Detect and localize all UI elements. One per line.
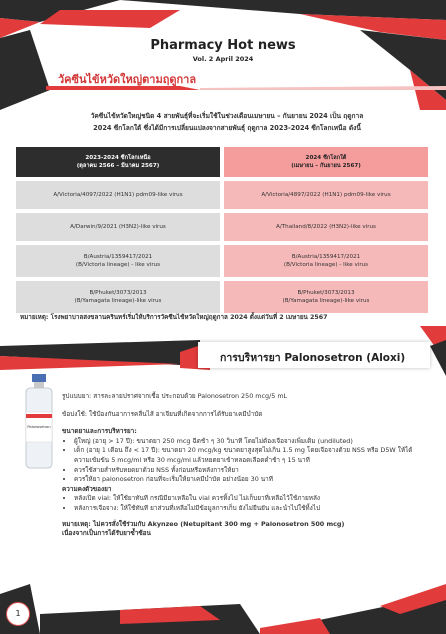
- header-north-title: 2023-2024 ซีกโลกเหนือ: [85, 155, 151, 161]
- cell-text: B/Phuket/3073/2013: [89, 290, 147, 296]
- cell-text-lineage: (B/Yamagata lineage)-like virus: [282, 298, 370, 304]
- vial-image: [18, 372, 60, 472]
- volume-label: Vol. 2 April 2024: [192, 55, 254, 63]
- dose-heading: ขนาดยาและการบริหารยา:: [62, 427, 137, 436]
- table-row: [16, 281, 428, 313]
- section2-note-line-2: เนื่องจากเป็นการได้รับยาซ้ำซ้อน: [62, 529, 151, 538]
- section2-note-line-1: หมายเหตุ: ไม่ควรสั่งใช้ร่วมกับ Akynzeo (Netupitant 300 mg + Palonosetron 500 mcg): [62, 519, 345, 528]
- list-item: • ผู้ใหญ่ (อายุ > 17 ปี): ขนาดยา 250 mcg ฉีดช้า ๆ 30 วินาที โดยไม่ต้องเจือจางเพิ่มเติม (undiluted): [74, 437, 422, 447]
- table-cell-north: [16, 245, 220, 277]
- list-item: • เด็ก (อายุ 1 เดือน ถึง < 17 ปี): ขนาดยา 20 mcg/kg ขนาดยาสูงสุดไม่เกิน 1.5 mg โดยเจือจางด้วย NSS หรือ D5W ให้ได้ความเข้มข้น 5 mcg/ml หรือ 30 mcg/ml แล้วหยดยาเข้าหลอดเลือดดำช้า ๆ 15 นาที: [74, 446, 422, 465]
- section2-body: [62, 392, 422, 539]
- dose-list: [62, 437, 422, 485]
- stability-list: [62, 494, 422, 513]
- section1-heading: วัคซีนไข้หวัดใหญ่ตามฤดูกาล: [58, 73, 197, 86]
- section1-intro: [52, 110, 402, 134]
- table-row: [16, 213, 428, 241]
- list-item: • หลังการเจือจาง: ให้ใช้ทันที ยาส่วนที่เหลือไม่มีข้อมูลการเก็บ ยังไม่ยืนยัน และนำไปใช้ทิ้งไป: [74, 504, 422, 514]
- cell-text-lineage: (B/Victoria lineage) - like virus: [283, 262, 369, 268]
- cell-text: A/Victoria/4897/2022 (H1N1) pdm09-like virus: [261, 192, 391, 198]
- cell-text: B/Phuket/3073/2013: [297, 290, 355, 296]
- newsletter-title: Pharmacy Hot news: [150, 38, 296, 53]
- table-cell-north: [16, 181, 220, 209]
- table-cell-south: [224, 245, 428, 277]
- table-cell-north: [16, 213, 220, 241]
- cell-text: A/Thailand/8/2022 (H3N2)-like virus: [276, 224, 376, 230]
- list-item: • ควรใช้สายสำหรับหยดยาด้วย NSS ทั้งก่อนหรือหลังการให้ยา: [74, 466, 422, 476]
- table-cell-south: [224, 281, 428, 313]
- table-header-row: [16, 147, 428, 177]
- header-south-title: 2024 ซีกโลกใต้: [305, 155, 347, 161]
- cell-text-lineage: (B/Yamagata lineage)-like virus: [74, 298, 162, 304]
- header-south: [224, 147, 428, 177]
- indication: ข้อบ่งใช้: ใช้ป้องกันอาการคลื่นไส้ อาเจียนที่เกิดจากการได้รับยาเคมีบำบัด: [62, 409, 263, 418]
- intro-line-2: 2024 ซีกโลกใต้ ซึ่งได้มีการเปลี่ยนแปลงจากสายพันธุ์ ฤดูกาล 2023-2024 ซีกโลกเหนือ ดังนี้: [93, 124, 361, 132]
- vaccine-strain-table: [12, 143, 432, 317]
- cell-text-lineage: (B/Victoria lineage) - like virus: [75, 262, 161, 268]
- page-number: 1: [6, 602, 30, 626]
- table-cell-south: [224, 213, 428, 241]
- stability-heading: ความคงตัวของยา: [62, 484, 112, 493]
- cell-text: A/Victoria/4097/2022 (H1N1) pdm09-like virus: [53, 192, 183, 198]
- bottom-decoration: [0, 554, 446, 634]
- section1-note: หมายเหตุ: โรงพยาบาลสงขลานครินทร์เริ่มให้บริการวัคซีนไข้หวัดใหญ่ฤดูกาล 2024 ตั้งแต่วันที่ 2 เมษายน 2567: [20, 314, 328, 321]
- table-cell-north: [16, 281, 220, 313]
- table-row: [16, 245, 428, 277]
- section2-heading: การบริหารยา Palonosetron (Aloxi): [220, 352, 406, 364]
- header-south-period: (เมษายน – กันยายน 2567): [291, 163, 361, 169]
- table-cell-south: [224, 181, 428, 209]
- cell-text: B/Austria/1359417/2021: [291, 254, 361, 260]
- header-north-period: (ตุลาคม 2566 – มีนาคม 2567): [76, 163, 160, 169]
- list-item: • ควรให้ยา palonosetron ก่อนที่จะเริ่มให้ยาเคมีบำบัด อย่างน้อย 30 นาที: [74, 475, 422, 485]
- header-north: [16, 147, 220, 177]
- list-item: • หลังเปิด vial: ให้ใช้ยาทันที กรณีมียาเหลือใน vial ควรทิ้งไป ไม่เก็บยาที่เหลือไว้ใช้ภายหลัง: [74, 494, 422, 504]
- intro-line-1: วัคซีนไข้หวัดใหญ่ชนิด 4 สายพันธุ์ที่จะเริ่มใช้ในช่วงเดือนเมษายน – กันยายน 2024 เป็น ฤดูกาล: [90, 112, 364, 120]
- cell-text: B/Austria/1359417/2021: [83, 254, 153, 260]
- table-row: [16, 181, 428, 209]
- vial-label: Palonosetron: [27, 425, 51, 429]
- dosage-form: รูปแบบยา: สารละลายปราศจากเชื้อ ประกอบด้วย Palonosetron 250 mcg/5 mL: [62, 392, 288, 400]
- cell-text: A/Darwin/9/2021 (H3N2)-like virus: [70, 224, 166, 230]
